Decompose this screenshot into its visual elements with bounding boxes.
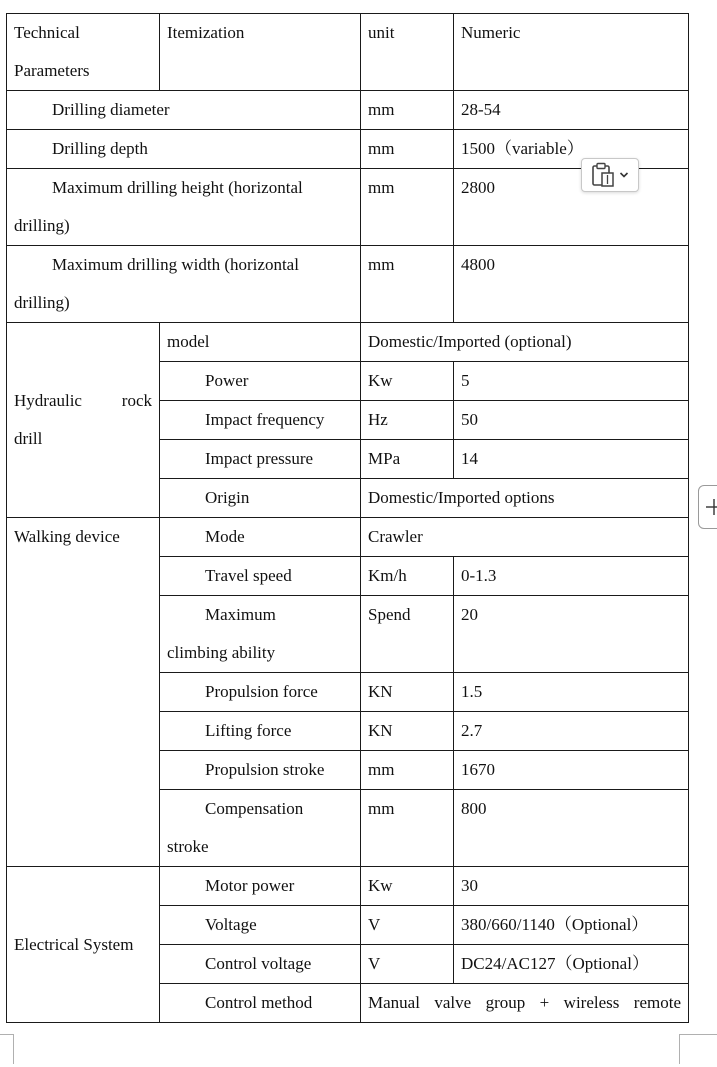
item-propulsion-force: Propulsion force (160, 673, 361, 712)
item-mode: Mode (160, 518, 361, 557)
item-max-drilling-width (7, 246, 361, 323)
value-cell: 4800 (454, 246, 689, 323)
value-cell: 30 (454, 867, 689, 906)
value-cell: 50 (454, 401, 689, 440)
table-row (7, 518, 689, 557)
item-control-voltage: Control voltage (160, 945, 361, 984)
value-cell: 28-54 (454, 91, 689, 130)
header-technical-parameters: Technical Parameters (7, 14, 160, 91)
item-voltage: Voltage (160, 906, 361, 945)
add-column-button[interactable] (698, 485, 717, 529)
merged-value-cell: Crawler (361, 518, 689, 557)
clipboard-icon (591, 162, 615, 188)
item-line: Maximum drilling width (horizontal (52, 255, 299, 274)
item-drilling-depth: Drilling depth (7, 130, 361, 169)
value-cell: 380/660/1140（Optional） (454, 906, 689, 945)
table-row (7, 246, 689, 323)
group-electrical-system: Electrical System (7, 867, 160, 1023)
item-max-climbing-ability (160, 596, 361, 673)
group-label-line: Hydraulic rock (14, 391, 152, 410)
unit-cell: KN (361, 673, 454, 712)
item-origin: Origin (160, 479, 361, 518)
header-itemization: Itemization (160, 14, 361, 91)
value-cell: 1670 (454, 751, 689, 790)
unit-cell: MPa (361, 440, 454, 479)
value-cell: 20 (454, 596, 689, 673)
item-line: Compensation (205, 799, 304, 818)
item-line: stroke (167, 837, 209, 856)
table-row (7, 323, 689, 362)
value-cell: 14 (454, 440, 689, 479)
item-model: model (160, 323, 361, 362)
value-cell: 0-1.3 (454, 557, 689, 596)
merged-value-cell: Manual valve group + wireless remote (361, 984, 689, 1023)
item-travel-speed: Travel speed (160, 557, 361, 596)
value-cell: 5 (454, 362, 689, 401)
item-control-method: Control method (160, 984, 361, 1023)
value-cell: 1.5 (454, 673, 689, 712)
unit-cell: mm (361, 790, 454, 867)
group-hydraulic-rock-drill (7, 323, 160, 518)
value-cell: 2800 (454, 169, 689, 246)
table-row (7, 91, 689, 130)
value-cell: DC24/AC127（Optional） (454, 945, 689, 984)
paste-options-button[interactable] (581, 158, 639, 192)
unit-cell: mm (361, 91, 454, 130)
value-cell: 1500（variable） (454, 130, 689, 169)
item-line: drilling) (14, 216, 70, 235)
value-cell: 800 (454, 790, 689, 867)
item-impact-frequency: Impact frequency (160, 401, 361, 440)
unit-cell: V (361, 945, 454, 984)
item-line: Maximum (205, 605, 276, 624)
item-line: Maximum drilling height (horizontal (52, 178, 303, 197)
unit-cell: mm (361, 751, 454, 790)
item-drilling-diameter: Drilling diameter (7, 91, 361, 130)
unit-cell: mm (361, 169, 454, 246)
unit-cell: Km/h (361, 557, 454, 596)
unit-cell: mm (361, 130, 454, 169)
unit-cell: Spend (361, 596, 454, 673)
unit-cell: KN (361, 712, 454, 751)
unit-cell: mm (361, 246, 454, 323)
merged-value-cell: Domestic/Imported options (361, 479, 689, 518)
group-walking-device: Walking device (7, 518, 160, 867)
group-label-line: drill (14, 429, 43, 448)
item-propulsion-stroke: Propulsion stroke (160, 751, 361, 790)
chevron-down-icon (619, 171, 629, 179)
item-max-drilling-height (7, 169, 361, 246)
item-impact-pressure: Impact pressure (160, 440, 361, 479)
unit-cell: Kw (361, 362, 454, 401)
item-compensation-stroke (160, 790, 361, 867)
unit-cell: Kw (361, 867, 454, 906)
page-corner-mark-right (679, 1034, 717, 1064)
item-power: Power (160, 362, 361, 401)
unit-cell: V (361, 906, 454, 945)
unit-cell: Hz (361, 401, 454, 440)
merged-value-cell: Domestic/Imported (optional) (361, 323, 689, 362)
item-lifting-force: Lifting force (160, 712, 361, 751)
header-unit: unit (361, 14, 454, 91)
page-corner-mark-left (0, 1034, 14, 1064)
table-header-row (7, 14, 689, 91)
item-line: drilling) (14, 293, 70, 312)
value-cell: 2.7 (454, 712, 689, 751)
item-motor-power: Motor power (160, 867, 361, 906)
table-row (7, 867, 689, 906)
header-numeric: Numeric (454, 14, 689, 91)
item-line: climbing ability (167, 643, 276, 662)
